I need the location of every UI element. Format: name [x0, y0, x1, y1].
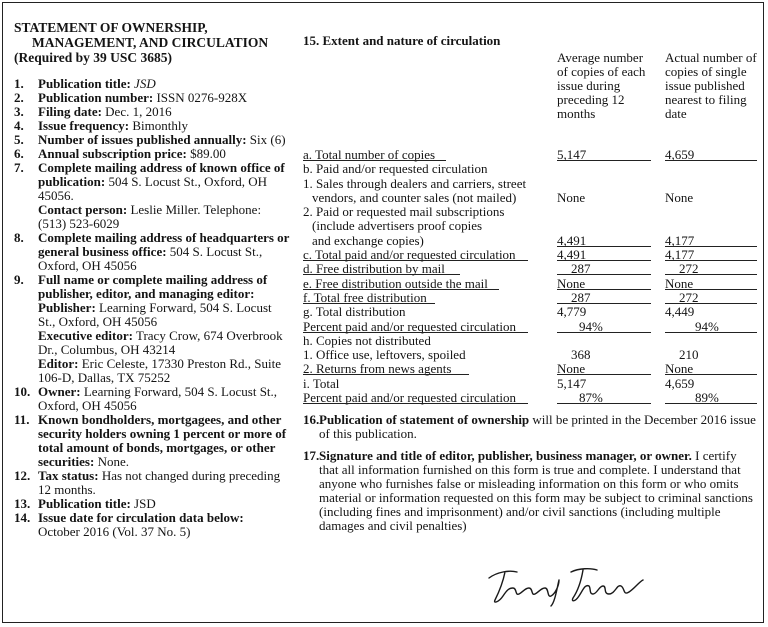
item-value: I certify that all information furnished on this form is true and complete. I understand that anyone who furnishes false or misleading information on this form or who omits material or information requested on this form may be subject to criminal sanctions (including fines and imprisonment) and/or civil sanctions (including multiple damages and civil penalties): [319, 448, 753, 534]
item-11: [14, 413, 290, 469]
item-label: Annual subscription price:: [38, 146, 187, 161]
item-value: 504 S. Locust St., Oxford, OH 45056.: [38, 174, 267, 203]
actual-copies-value: 4,659: [665, 375, 695, 391]
circulation-header: [303, 34, 758, 148]
circulation-row: [303, 362, 758, 376]
actual-copies-value: None: [665, 361, 694, 377]
average-underline: [557, 332, 651, 333]
left-column: [14, 20, 290, 539]
actual-copies-value: 4,449: [665, 304, 695, 320]
item-number: 7.: [14, 160, 24, 175]
item-16: [303, 413, 758, 441]
item-12: [14, 469, 290, 497]
item-8: [14, 231, 290, 273]
circulation-table: [303, 148, 758, 405]
item-label: Issue frequency:: [38, 118, 130, 133]
circulation-title: 15. Extent and nature of circulation: [303, 33, 501, 48]
item-label: Issue date for circulation data below:: [38, 510, 244, 525]
item-label: Publication of statement of ownership: [319, 412, 530, 428]
editor-label: Editor:: [38, 356, 79, 371]
right-column: [303, 34, 758, 533]
average-copies-value: 5,147: [557, 375, 587, 391]
contact-person: [38, 203, 290, 231]
item-value: will be printed in the December 2016 issue of this publication.: [319, 412, 756, 442]
circulation-row-label: Percent paid and/or requested circulation: [303, 390, 516, 406]
item-value: October 2016 (Vol. 37 No. 5): [38, 524, 191, 539]
actual-underline: [665, 160, 757, 161]
item-label: Complete mailing address of known office of publication:: [38, 160, 285, 189]
item-value: Six (6): [246, 132, 286, 147]
item-value: Has not changed during preceding 12 months.: [38, 468, 281, 497]
item-number: 17.: [303, 448, 320, 464]
circulation-row-label: g. Total distribution: [303, 304, 406, 320]
circulation-row: [303, 148, 758, 162]
item-value: JSD: [130, 496, 156, 511]
item-5: [14, 133, 290, 147]
actual-copies-value: 4,659: [665, 147, 695, 162]
circulation-row-label: f. Total free distribution: [303, 289, 427, 305]
circulation-row: [303, 377, 758, 391]
circulation-row-label: (include advertisers proof copies: [312, 218, 483, 234]
circulation-row: [303, 348, 758, 362]
average-copies-value: 368: [571, 347, 591, 363]
actual-copies-value: 94%: [695, 318, 719, 334]
item-number: 4.: [14, 118, 24, 133]
circulation-row-label: vendors, and counter sales (not mailed): [312, 189, 517, 205]
circulation-row: [303, 320, 758, 334]
circulation-row-label: 2. Returns from news agents: [303, 361, 452, 377]
actual-copies-value: 4,177: [665, 232, 695, 248]
circulation-row: [303, 248, 758, 262]
publisher-value: Learning Forward, 504 S. Locust St., Oxford, OH 45056: [38, 300, 272, 329]
circulation-row: [303, 162, 758, 176]
circulation-row: [303, 305, 758, 319]
average-copies-header: Average number of copies of each issue during preceding 12 months: [557, 50, 646, 121]
actual-copies-value: None: [665, 275, 694, 291]
statement-heading: [14, 20, 290, 65]
item-number: 5.: [14, 132, 24, 147]
item-label: Signature and title of editor, publisher, business manager, or owner.: [319, 448, 692, 464]
item-number: 10.: [14, 384, 31, 399]
item-label: Complete mailing address of headquarters or general business office:: [38, 230, 290, 259]
item-value: 504 S. Locust St., Oxford, OH 45056: [38, 244, 263, 273]
item-number: 14.: [14, 510, 31, 525]
item-number: 13.: [14, 496, 31, 511]
circulation-row: [303, 205, 758, 219]
item-value: None.: [94, 454, 129, 469]
circulation-row-label: i. Total: [303, 375, 340, 391]
editor-entry: [38, 357, 290, 385]
item-7: [14, 161, 290, 231]
item-number: 6.: [14, 146, 24, 161]
heading-line-3: (Required by 39 USC 3685): [14, 50, 173, 65]
actual-underline: [665, 332, 757, 333]
item-label: Known bondholders, mortgagees, and other security holders owning 1 percent or more of total amount of bonds, mortgages, or other securities:: [38, 412, 287, 469]
actual-copies-value: 89%: [695, 390, 719, 406]
actual-copies-header: Actual number of copies of single issue published nearest to filing date: [665, 50, 757, 121]
circulation-row-label: and exchange copies): [312, 232, 424, 248]
average-copies-value: None: [557, 189, 586, 205]
item-2: [14, 91, 290, 105]
average-underline: [557, 160, 651, 161]
average-copies-value: None: [557, 275, 586, 291]
item-number: 16.: [303, 412, 320, 428]
circulation-row-label: h. Copies not distributed: [303, 332, 431, 348]
average-copies-value: 287: [571, 289, 591, 305]
average-copies-value: None: [557, 361, 586, 377]
circulation-row-label: b. Paid and/or requested circulation: [303, 161, 488, 177]
item-value: Bimonthly: [129, 118, 188, 133]
circulation-row: [303, 291, 758, 305]
item-number: 1.: [14, 76, 24, 91]
item-number: 12.: [14, 468, 31, 483]
item-14: [14, 511, 290, 539]
average-copies-value: 5,147: [557, 147, 587, 162]
item-3: [14, 105, 290, 119]
circulation-row: [303, 262, 758, 276]
average-copies-value: 87%: [579, 390, 603, 406]
executive-editor-entry: [38, 329, 290, 357]
item-10: [14, 385, 290, 413]
item-label: Owner:: [38, 384, 81, 399]
item-label: Tax status:: [38, 468, 99, 483]
circulation-row: [303, 277, 758, 291]
signature: [479, 558, 659, 608]
publisher-label: Publisher:: [38, 300, 96, 315]
average-copies-value: 4,491: [557, 232, 587, 248]
actual-underline: [665, 403, 757, 404]
average-copies-value: 4,779: [557, 304, 587, 320]
item-number: 3.: [14, 104, 24, 119]
heading-line-1: STATEMENT OF OWNERSHIP,: [14, 20, 208, 35]
circulation-row-label: a. Total number of copies: [303, 147, 436, 162]
item-value: Dec. 1, 2016: [101, 104, 172, 119]
item-value: Learning Forward, 504 S. Locust St., Oxford, OH 45056: [38, 384, 278, 413]
item-label: Publication title:: [38, 76, 131, 91]
item-13: [14, 497, 290, 511]
item-1: [14, 77, 290, 91]
item-17: [303, 449, 758, 533]
item-label: Full name or complete mailing address of publisher, editor, and managing editor:: [38, 272, 268, 301]
item-number: 2.: [14, 90, 24, 105]
editor-value: Eric Celeste, 17330 Preston Rd., Suite 106-D, Dallas, TX 75252: [38, 356, 282, 385]
circulation-row: [303, 177, 758, 191]
item-label: Filing date:: [38, 104, 102, 119]
actual-copies-value: 4,177: [665, 247, 695, 263]
average-copies-value: 94%: [579, 318, 603, 334]
item-number: 8.: [14, 230, 24, 245]
circulation-row-label: 1. Office use, leftovers, spoiled: [303, 347, 466, 363]
contact-label: Contact person:: [38, 202, 128, 217]
circulation-row: [303, 334, 758, 348]
circulation-row-label: 2. Paid or requested mail subscriptions: [303, 204, 505, 220]
item-label: Publication title:: [38, 496, 131, 511]
item-number: 9.: [14, 272, 24, 287]
item-value: $89.00: [186, 146, 226, 161]
average-copies-value: 287: [571, 261, 591, 277]
contact-value: Leslie Miller. Telephone: (513) 523-6029: [38, 202, 262, 231]
item-value: JSD: [130, 76, 156, 91]
actual-copies-value: 272: [679, 289, 699, 305]
circulation-row-label: c. Total paid and/or requested circulation: [303, 247, 516, 263]
circulation-row-label: Percent paid and/or requested circulation: [303, 318, 516, 334]
row-underline: [303, 403, 528, 404]
executive-editor-label: Executive editor:: [38, 328, 133, 343]
item-label: Publication number:: [38, 90, 154, 105]
heading-line-2: MANAGEMENT, AND CIRCULATION: [32, 35, 269, 50]
circulation-row-label: e. Free distribution outside the mail: [303, 275, 488, 291]
item-label: Number of issues published annually:: [38, 132, 247, 147]
actual-copies-value: 272: [679, 261, 699, 277]
item-value: ISSN 0276-928X: [153, 90, 248, 105]
item-9: [14, 273, 290, 385]
item-number: 11.: [14, 412, 30, 427]
actual-copies-value: 210: [679, 347, 699, 363]
item-6: [14, 147, 290, 161]
circulation-row: [303, 191, 758, 205]
actual-copies-value: None: [665, 189, 694, 205]
circulation-row: [303, 219, 758, 233]
average-copies-value: 4,491: [557, 247, 587, 263]
publisher-entry: [38, 301, 290, 329]
item-4: [14, 119, 290, 133]
statement-page: [2, 2, 764, 623]
circulation-row: [303, 234, 758, 248]
circulation-row-label: 1. Sales through dealers and carriers, street: [303, 175, 527, 191]
circulation-row-label: d. Free distribution by mail: [303, 261, 445, 277]
circulation-row: [303, 391, 758, 405]
average-underline: [557, 403, 651, 404]
executive-editor-value: Tracy Crow, 674 Overbrook Dr., Columbus, OH 43214: [38, 328, 283, 357]
